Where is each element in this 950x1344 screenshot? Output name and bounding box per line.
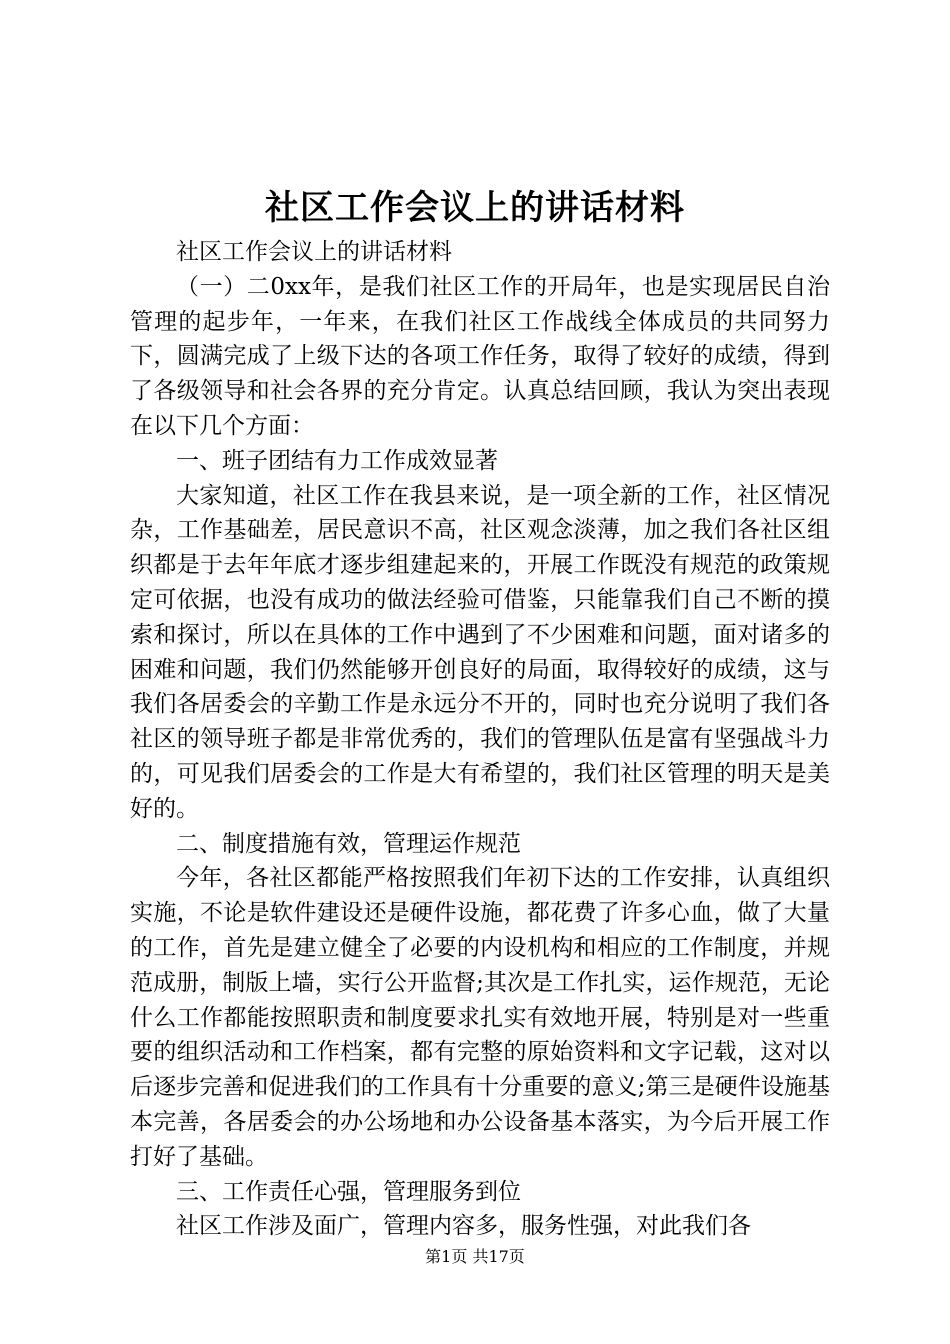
- paragraph: 今年，各社区都能严格按照我们年初下达的工作安排，认真组织实施，不论是软件建设还是硬件设施，都花费了许多心血，做了大量的工作，首先是建立健全了必要的内设机构和相应的工作制度，并规范成册，制版上墙，实行公开监督;其次是工作扎实，运作规范，无论什么工作都能按照职责和制度要求扎实有效地开展，特别是对一些重要的组织活动和工作档案，都有完整的原始资料和文字记载，这对以后逐步完善和促进我们的工作具有十分重要的意义;第三是硬件设施基本完善，各居委会的办公场地和办公设备基本落实，为今后开展工作打好了基础。: [130, 865, 830, 1170]
- paragraph: 大家知道，社区工作在我县来说，是一项全新的工作，社区情况杂，工作基础差，居民意识不高，社区观念淡薄，加之我们各社区组织都是于去年年底才逐步组建起来的，开展工作既没有规范的政策规定可依据，也没有成功的做法经验可借鉴，只能靠我们自己不断的摸索和探讨，所以在具体的工作中遇到了不少困难和问题，面对诸多的困难和问题，我们仍然能够开创良好的局面，取得较好的成绩，这与我们各居委会的辛勤工作是永远分不开的，同时也充分说明了我们各社区的领导班子都是非常优秀的，我们的管理队伍是富有坚强战斗力的，可见我们居委会的工作是大有希望的，我们社区管理的明天是美好的。: [130, 482, 830, 822]
- document-title: 社区工作会议上的讲话材料: [265, 188, 685, 228]
- section-heading: 一、班子团结有力工作成效显著: [176, 447, 498, 474]
- section-heading: 二、制度措施有效，管理运作规范: [176, 830, 521, 857]
- paragraph: （一）二0xx年，是我们社区工作的开局年，也是实现居民自治管理的起步年，一年来，在我们社区工作战线全体成员的共同努力下，圆满完成了上级下达的各项工作任务，取得了较好的成绩，得到了各级领导和社会各界的充分肯定。认真总结回顾，我认为突出表现在以下几个方面：: [130, 273, 830, 439]
- paragraph: 社区工作会议上的讲话材料: [176, 239, 452, 265]
- document-body: [130, 235, 830, 1244]
- paragraph: 社区工作涉及面广，管理内容多，服务性强，对此我们各: [176, 1213, 751, 1240]
- section-heading: 三、工作责任心强，管理服务到位: [176, 1178, 521, 1205]
- page-footer: 第1页 共17页: [425, 1247, 525, 1266]
